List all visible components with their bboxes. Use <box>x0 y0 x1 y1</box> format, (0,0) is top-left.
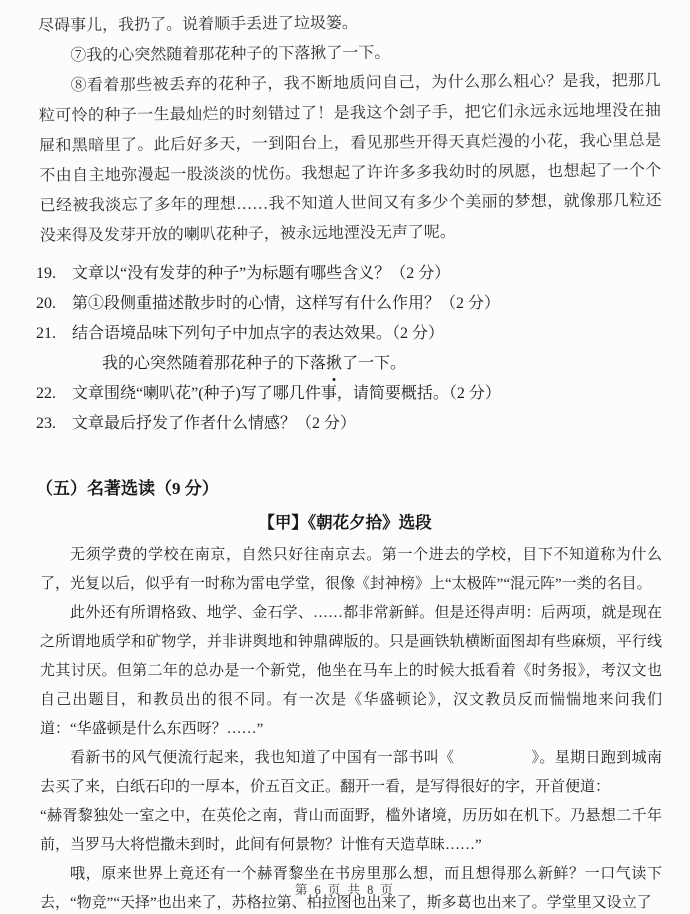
passage-continuation-line: 尽碍事儿，我扔了。说着顺手丢进了垃圾篓。 <box>37 14 359 35</box>
selection-paragraph-3: 看新书的风气便流行起来，我也知道了中国有一部书叫《 》。星期日跑到城南去买了来，白纸石印的一厚本，价五百文正。翻开一看，是写得很好的字，开首便道： <box>40 750 662 795</box>
question-23-text: 文章最后抒发了作者什么情感？（2 分） <box>72 415 357 432</box>
selection-paragraph-5: 哦，原来世界上竟还有一个赫胥黎坐在书房里那么想，而且想得那么新鲜？一口气读下去，“物竞”“天择”也出来了，苏格拉第、柏拉图也出来了，斯多葛也出来了。学堂里又设立了 <box>40 866 662 911</box>
question-20-text: 第①段侧重描述散步时的心情，这样写有什么作用？（2 分） <box>72 295 501 312</box>
quoted-sentence-post: 了一下。 <box>342 355 407 372</box>
question-22 <box>36 380 662 408</box>
question-list <box>0 260 690 438</box>
selection-passage <box>0 541 690 914</box>
question-22-text: 文章围绕“喇叭花”(种子)写了哪几件事，请简要概括。（2 分） <box>72 385 501 402</box>
quoted-sentence-emphasized-char: 揪 <box>326 350 342 378</box>
selection-paragraph-2: 此外还有所谓格致、地学、金石学、……都非常新鲜。但是还得声明：后两项，就是现在之所谓地质学和矿物学，并非讲舆地和钟鼎碑版的。只是画铁轨横断面图却有些麻烦，平行线尤其讨厌。但第二年的总办是一个新党，他坐在马车上的时候大抵看着《时务报》，考汉文也自己出题目，和教员出的很不同。有一次是《华盛顿论》，汉文教员反而惴惴地来问我们道：“华盛顿是什么东西呀？……” <box>40 605 662 737</box>
passage-paragraph-8: ⑧看着那些被丢弃的花种子，我不断地质问自己，为什么那么粗心？是我，把那几粒可怜的种子一生最灿烂的时刻错过了！是我这个刽子手，把它们永远永远地埋没在抽屉和黑暗里了。此后好多天，一到阳台上，看见那些开得天真烂漫的小花，我心里总是不由自主地弥漫起一股淡淡的忧伤。我想起了许许多多我幼时的夙愿，也想起了一个个已经被我淡忘了多年的理想……我不知道人世间又有多少个美丽的梦想，就像那几粒还没来得及发芽开放的喇叭花种子，被永远地湮没无声了呢。 <box>38 72 662 245</box>
question-21-number: 21. <box>36 325 56 342</box>
question-20 <box>36 290 662 318</box>
question-23 <box>36 410 662 438</box>
question-22-number: 22. <box>36 385 56 402</box>
section-five-heading: （五）名著选读（9 分） <box>36 479 219 498</box>
selection-title: 【甲】《朝花夕拾》选段 <box>258 513 432 532</box>
quoted-sentence-pre: 我的心突然随着那花种子的下落 <box>102 355 327 372</box>
selection-paragraph-1: 无须学费的学校在南京，自然只好往南京去。第一个进去的学校，目下不知道称为什么了，光复以后，似乎有一时称为雷电学堂，很像《封神榜》上“太极阵”“混元阵”一类的名目。 <box>40 547 662 592</box>
question-21 <box>36 320 662 348</box>
question-20-number: 20. <box>36 295 56 312</box>
question-19 <box>36 260 662 288</box>
selection-paragraph-4-quote: “赫胥黎独处一室之中，在英伦之南，背山而面野，槛外诸境，历历如在机下。乃悬想二千年前，当罗马大将恺撒未到时，此间有何景物？计惟有天造草昧……” <box>40 808 662 853</box>
question-21-quoted-sentence <box>102 350 662 378</box>
passage-paragraph-7: ⑦我的心突然随着那花种子的下落揪了一下。 <box>70 44 391 65</box>
question-23-number: 23. <box>36 415 56 432</box>
page-number-footer: 第 6 页 共 8 页 <box>294 883 396 897</box>
reading-passage <box>0 0 690 252</box>
question-21-text: 结合语境品味下列句子中加点字的表达效果。（2 分） <box>72 325 445 342</box>
question-19-text: 文章以“没有发芽的种子”为标题有哪些含义？（2 分） <box>72 265 451 282</box>
question-19-number: 19. <box>36 265 56 282</box>
